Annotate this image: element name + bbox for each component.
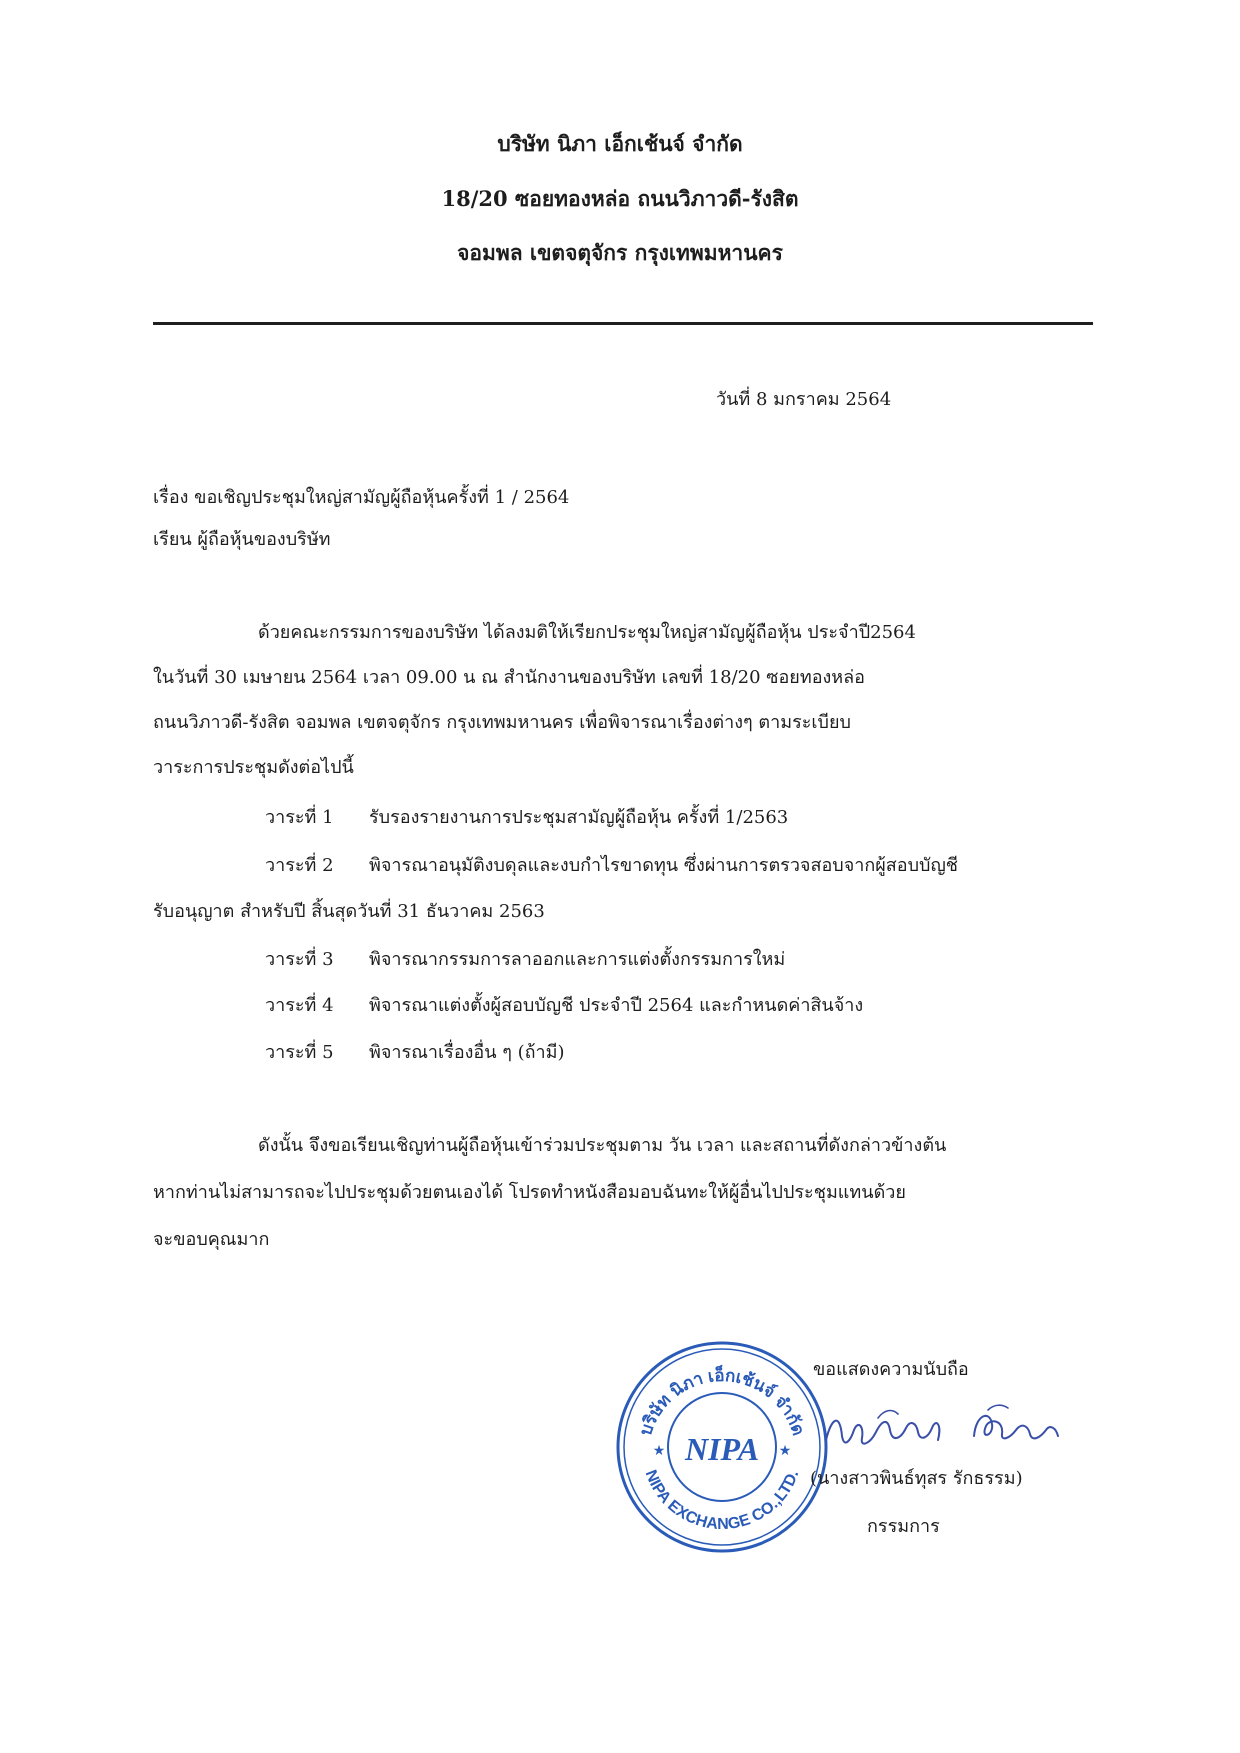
seal-center-text: NIPA <box>684 1431 760 1467</box>
seal-bottom-arc-text: NIPA EXCHANGE CO.,LTD. <box>641 1467 803 1534</box>
body-line: ด้วยคณะกรรมการของบริษัท ได้ลงมติให้เรียกประชุมใหญ่สามัญผู้ถือหุ้น ประจำปี2564 <box>258 622 916 643</box>
company-name: บริษัท นิภา เอ็กเช้นจ์ จำกัด <box>497 131 743 156</box>
letter-date: วันที่ 8 มกราคม 2564 <box>716 389 892 410</box>
sign-off-regards: ขอแสดงความนับถือ <box>813 1359 969 1380</box>
company-seal <box>612 1337 832 1557</box>
seal-star-icon: ★ <box>652 1443 666 1459</box>
agenda-label: วาระที่ 2 <box>265 855 334 876</box>
agenda-text: พิจารณาแต่งตั้งผู้สอบบัญชี ประจำปี 2564 และกำหนดค่าสินจ้าง <box>369 995 864 1016</box>
seal-star-icon: ★ <box>778 1443 792 1459</box>
closing-line: หากท่านไม่สามารถจะไปประชุมด้วยตนเองได้ โปรดทำหนังสือมอบฉันทะให้ผู้อื่นไปประชุมแทนด้วย <box>153 1182 906 1203</box>
svg-text:บริษัท นิภา เอ็กเช้นจ์ จำกัด <box>636 1363 808 1438</box>
closing-line: จะขอบคุณมาก <box>153 1229 270 1250</box>
body-line: ถนนวิภาวดี-รังสิต จอมพล เขตจตุจักร กรุงเทพมหานคร เพื่อพิจารณาเรื่องต่างๆ ตามระเบียบ <box>153 712 851 733</box>
closing-line: ดังนั้น จึงขอเรียนเชิญท่านผู้ถือหุ้นเข้าร่วมประชุมตาม วัน เวลา และสถานที่ดังกล่าวข้างต้น <box>258 1135 947 1156</box>
letter-subject: เรื่อง ขอเชิญประชุมใหญ่สามัญผู้ถือหุ้นครั้งที่ 1 / 2564 <box>153 487 570 508</box>
header-divider <box>153 322 1093 325</box>
seal-top-arc-text: บริษัท นิภา เอ็กเช้นจ์ จำกัด <box>635 1365 809 1438</box>
agenda-label: วาระที่ 4 <box>265 995 334 1016</box>
agenda-label: วาระที่ 5 <box>265 1042 334 1063</box>
letter-recipient: เรียน ผู้ถือหุ้นของบริษัท <box>153 529 331 550</box>
agenda-text: พิจารณาเรื่องอื่น ๆ (ถ้ามี) <box>369 1042 565 1063</box>
agenda-label: วาระที่ 3 <box>265 949 334 970</box>
agenda-text-continued: รับอนุญาต สำหรับปี สิ้นสุดวันที่ 31 ธันวาคม 2563 <box>153 901 545 922</box>
signatory-position: กรรมการ <box>867 1516 940 1537</box>
agenda-text: รับรองรายงานการประชุมสามัญผู้ถือหุ้น ครั้งที่ 1/2563 <box>369 807 789 828</box>
signatory-name: (นางสาวพินธ์ทุสร รักธรรม) <box>810 1468 1023 1489</box>
agenda-label: วาระที่ 1 <box>265 807 334 828</box>
company-address-line-2: จอมพล เขตจตุจักร กรุงเทพมหานคร <box>457 240 783 265</box>
handwritten-signature <box>818 1396 1068 1460</box>
agenda-text: พิจารณากรรมการลาออกและการแต่งตั้งกรรมการใหม่ <box>369 949 786 970</box>
company-address-line-1: 18/20 ซอยทองหล่อ ถนนวิภาวดี-รังสิต <box>441 186 799 211</box>
body-line: ในวันที่ 30 เมษายน 2564 เวลา 09.00 น ณ สำนักงานของบริษัท เลขที่ 18/20 ซอยทองหล่อ <box>153 667 865 688</box>
body-line: วาระการประชุมดังต่อไปนี้ <box>153 757 354 778</box>
agenda-text: พิจารณาอนุมัติงบดุลและงบกำไรขาดทุน ซึ่งผ่านการตรวจสอบจากผู้สอบบัญชี <box>369 855 959 876</box>
